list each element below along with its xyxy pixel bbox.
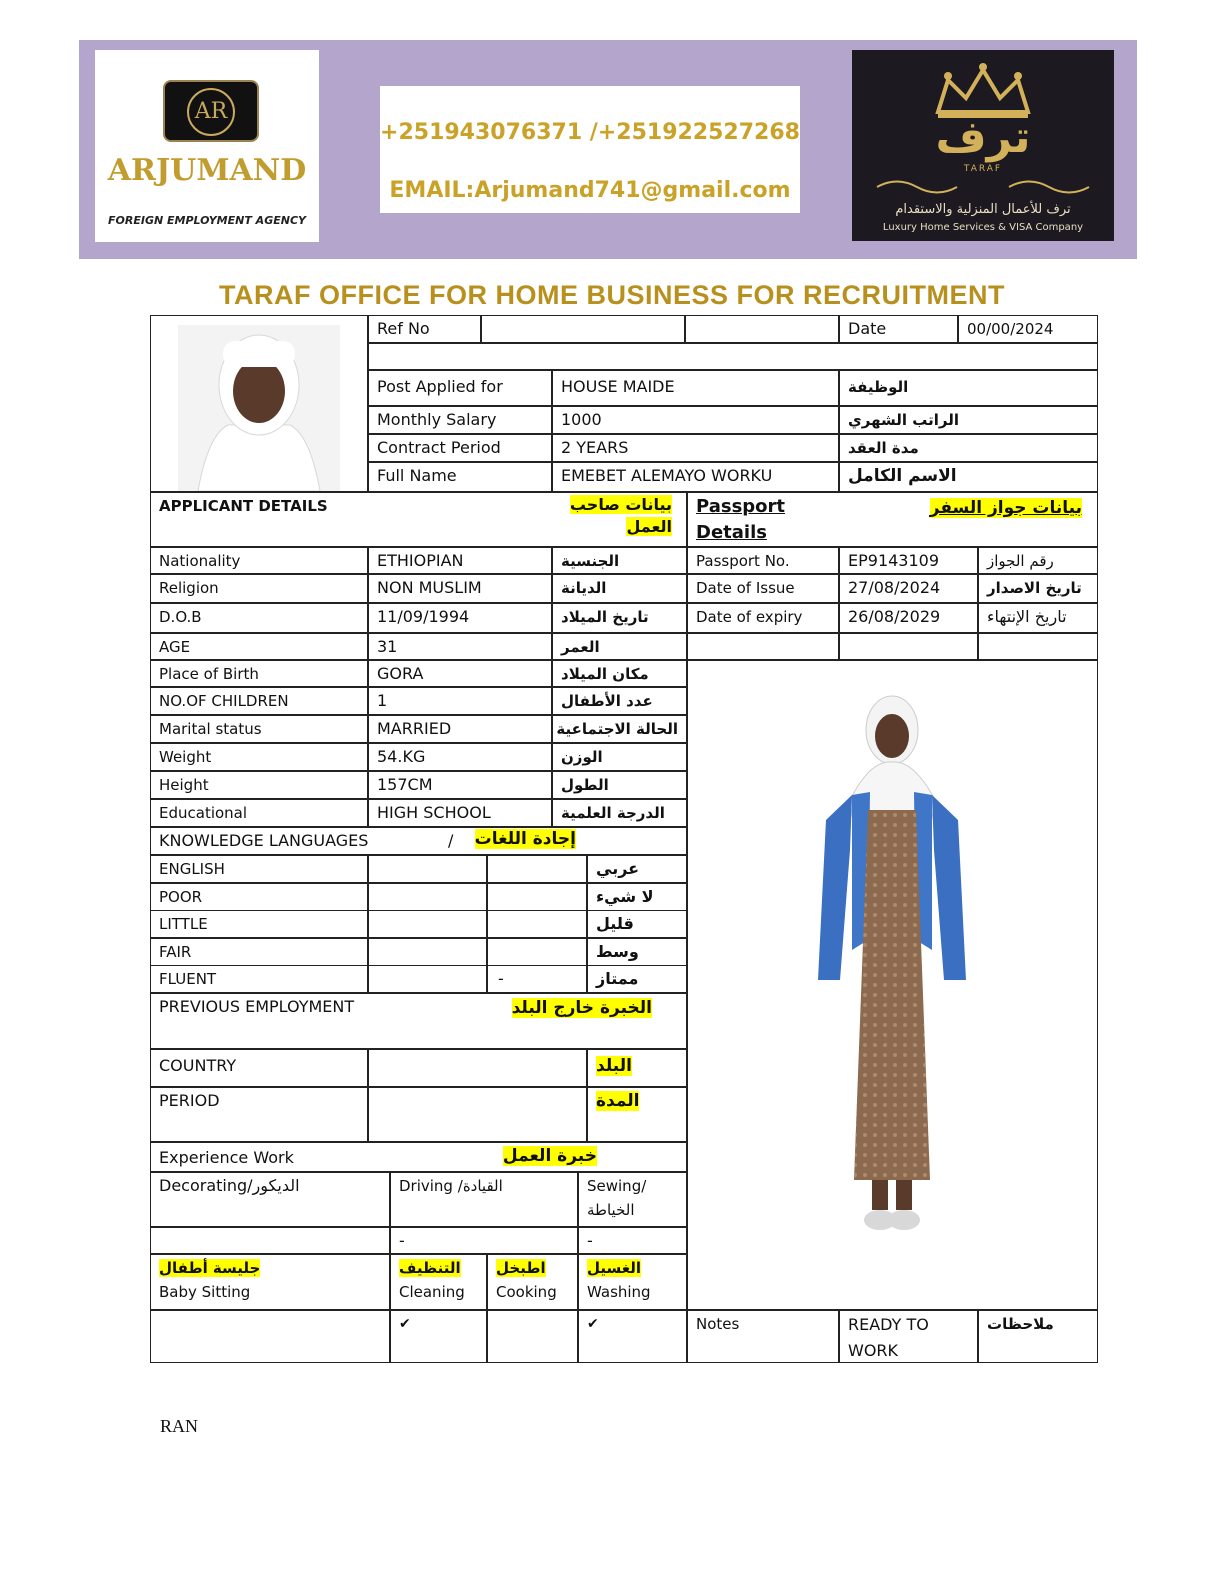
- date-value: 00/00/2024: [958, 315, 1098, 343]
- language-row-col2: -: [487, 965, 587, 993]
- expiry-date-label: Date of expiry: [687, 603, 839, 633]
- applicant-row-value: HIGH SCHOOL: [368, 799, 552, 827]
- page-title: TARAF OFFICE FOR HOME BUSINESS FOR RECRUITMENT: [219, 280, 1005, 310]
- decorating-cell: Decorating/الديكور: [150, 1172, 390, 1227]
- email-address: EMAIL:Arjumand741@gmail.com: [389, 178, 791, 203]
- issue-date-value: 27/08/2024: [839, 574, 978, 603]
- footer-initials: RAN: [160, 1416, 199, 1436]
- taraf-tagline-english: Luxury Home Services & VISA Company: [882, 222, 1084, 233]
- language-row-arabic: لا شيء: [587, 883, 687, 911]
- issue-date-label: Date of Issue: [687, 574, 839, 603]
- language-row-label: ENGLISH: [150, 855, 368, 883]
- name-value: EMEBET ALEMAYO WORKU: [552, 462, 839, 492]
- languages-heading: KNOWLEDGE LANGUAGES: [159, 831, 369, 850]
- applicant-row-value: MARRIED: [368, 715, 552, 743]
- applicant-row-label: Place of Birth: [150, 660, 368, 687]
- period-value: [368, 1087, 587, 1142]
- country-value: [368, 1049, 587, 1087]
- applicant-row-arabic: الدرجة العلمية: [552, 799, 687, 827]
- brand-subtitle: FOREIGN EMPLOYMENT AGENCY: [108, 214, 306, 227]
- taraf-tagline-arabic: ترف للأعمال المنزلية والاستقدام: [895, 202, 1071, 217]
- applicant-row-label: Religion: [150, 574, 368, 603]
- ornament-icon: [872, 178, 1094, 196]
- applicant-row-value: GORA: [368, 660, 552, 687]
- baby-sitting-check: [150, 1310, 390, 1363]
- language-row-arabic: عربي: [587, 855, 687, 883]
- arjumand-logo: [95, 50, 319, 242]
- passport-no-arabic: رقم الجواز: [978, 547, 1098, 574]
- baby-sitting-cell: جليسة أطفال Baby Sitting: [150, 1254, 390, 1310]
- applicant-row-value: 1: [368, 687, 552, 715]
- language-row-col1: [368, 883, 487, 911]
- contract-label: Contract Period: [368, 434, 552, 462]
- applicant-row-label: Weight: [150, 743, 368, 771]
- date-label: Date: [839, 315, 958, 343]
- language-row-col2: [487, 938, 587, 966]
- applicant-heading: APPLICANT DETAILS: [159, 497, 328, 515]
- language-row-col1: [368, 965, 487, 993]
- salary-arabic: الراتب الشهري: [839, 406, 1098, 434]
- period-arabic: المدة: [596, 1091, 640, 1111]
- applicant-row-label: Nationality: [150, 547, 368, 574]
- applicant-row-value: 11/09/1994: [368, 603, 552, 633]
- country-arabic-cell: [587, 1049, 687, 1087]
- applicant-row-label: D.O.B: [150, 603, 368, 633]
- language-row-arabic: وسط: [587, 938, 687, 966]
- phone-numbers: +251943076371 /+251922527268: [380, 120, 800, 145]
- post-value: HOUSE MAIDE: [552, 370, 839, 406]
- languages-heading-arabic: إجادة اللغات: [474, 829, 576, 849]
- country-label: COUNTRY: [150, 1049, 368, 1087]
- driving-mark: -: [390, 1227, 578, 1254]
- applicant-row-arabic: الديانة: [552, 574, 687, 603]
- employment-heading: PREVIOUS EMPLOYMENT: [159, 997, 355, 1016]
- ref-no-value: [481, 315, 685, 343]
- experience-heading: Experience Work: [159, 1148, 294, 1167]
- applicant-row-arabic: تاريخ الميلاد: [552, 603, 687, 633]
- applicant-row-arabic: عدد الأطفال: [552, 687, 687, 715]
- applicant-row-value: NON MUSLIM: [368, 574, 552, 603]
- applicant-row-arabic: العمر: [552, 633, 687, 660]
- applicant-row-value: 54.KG: [368, 743, 552, 771]
- post-label: Post Applied for: [368, 370, 552, 406]
- header-banner: [79, 40, 1137, 259]
- passport-blank-3: [978, 633, 1098, 660]
- ref-no-label: Ref No: [368, 315, 481, 343]
- applicant-row-arabic: الحالة الاجتماعية: [552, 715, 687, 743]
- notes-label: Notes: [687, 1310, 839, 1363]
- applicant-heading-arabic: بيانات صاحب العمل: [569, 495, 672, 536]
- issue-date-arabic: تاريخ الاصدار: [978, 574, 1098, 603]
- driving-cell: Driving /القيادة: [390, 1172, 578, 1227]
- blank-row: [368, 343, 1098, 370]
- name-arabic: الاسم الكامل: [839, 462, 1098, 492]
- brand-name: ARJUMAND: [107, 153, 307, 188]
- cleaning-cell: التنظيف Cleaning: [390, 1254, 487, 1310]
- applicant-row-label: AGE: [150, 633, 368, 660]
- language-row-label: FLUENT: [150, 965, 368, 993]
- applicant-row-value: 31: [368, 633, 552, 660]
- washing-check: ✔: [578, 1310, 687, 1363]
- salary-label: Monthly Salary: [368, 406, 552, 434]
- applicant-row-arabic: الطول: [552, 771, 687, 799]
- experience-heading-arabic: خبرة العمل: [502, 1146, 597, 1166]
- cooking-cell: اطبخل Cooking: [487, 1254, 578, 1310]
- post-arabic: الوظيفة: [839, 370, 1098, 406]
- language-row-arabic: قليل: [587, 910, 687, 938]
- language-row-col1: [368, 910, 487, 938]
- applicant-row-value: 157CM: [368, 771, 552, 799]
- language-row-arabic: ممتاز: [587, 965, 687, 993]
- experience-heading-cell: [150, 1142, 687, 1172]
- taraf-arabic-wordmark: ترف: [935, 112, 1031, 163]
- country-arabic: البلد: [596, 1056, 632, 1076]
- languages-slash: /: [448, 831, 454, 850]
- applicant-row-arabic: الوزن: [552, 743, 687, 771]
- cleaning-check: ✔: [390, 1310, 487, 1363]
- passport-heading: Passport Details: [696, 496, 786, 543]
- decorating-mark: [150, 1227, 390, 1254]
- period-label: PERIOD: [150, 1087, 368, 1142]
- contract-value: 2 YEARS: [552, 434, 839, 462]
- applicant-row-label: NO.OF CHILDREN: [150, 687, 368, 715]
- applicant-row-arabic: الجنسية: [552, 547, 687, 574]
- sewing-cell: Sewing/ الخياطة: [578, 1172, 687, 1227]
- washing-cell: الغسيل Washing: [578, 1254, 687, 1310]
- applicant-row-label: Height: [150, 771, 368, 799]
- ref-no-extra: [685, 315, 839, 343]
- applicant-row-label: Educational: [150, 799, 368, 827]
- taraf-english-wordmark: TARAF: [963, 164, 1003, 174]
- taraf-logo: [852, 50, 1114, 241]
- language-row-col1: [368, 855, 487, 883]
- cv-table: [150, 315, 1098, 1363]
- ar-monogram-icon: AR: [163, 80, 259, 142]
- period-arabic-cell: [587, 1087, 687, 1142]
- portrait-cell: [150, 315, 368, 492]
- contact-box: [380, 86, 800, 213]
- sewing-mark: -: [578, 1227, 687, 1254]
- full-photo-cell: [687, 660, 1098, 1310]
- salary-value: 1000: [552, 406, 839, 434]
- contract-arabic: مدة العقد: [839, 434, 1098, 462]
- expiry-date-value: 26/08/2029: [839, 603, 978, 633]
- passport-blank-1: [687, 633, 839, 660]
- language-row-label: LITTLE: [150, 910, 368, 938]
- passport-no-value: EP9143109: [839, 547, 978, 574]
- passport-blank-2: [839, 633, 978, 660]
- language-row-col2: [487, 855, 587, 883]
- expiry-date-arabic: تاريخ الإنتهاء: [978, 603, 1098, 633]
- language-row-col1: [368, 938, 487, 966]
- language-row-label: FAIR: [150, 938, 368, 966]
- employment-heading-arabic: الخبرة خارج البلد: [511, 998, 652, 1018]
- passport-heading-arabic: بيانات جواز السفر: [929, 498, 1082, 518]
- passport-no-label: Passport No.: [687, 547, 839, 574]
- applicant-row-value: ETHIOPIAN: [368, 547, 552, 574]
- languages-heading-cell: [150, 827, 687, 855]
- applicant-row-arabic: مكان الميلاد: [552, 660, 687, 687]
- language-row-col2: [487, 883, 587, 911]
- applicant-row-label: Marital status: [150, 715, 368, 743]
- notes-value: READY TO WORK: [839, 1310, 978, 1363]
- notes-arabic: ملاحظات: [978, 1310, 1098, 1363]
- language-row-label: POOR: [150, 883, 368, 911]
- name-label: Full Name: [368, 462, 552, 492]
- language-row-col2: [487, 910, 587, 938]
- cooking-check: [487, 1310, 578, 1363]
